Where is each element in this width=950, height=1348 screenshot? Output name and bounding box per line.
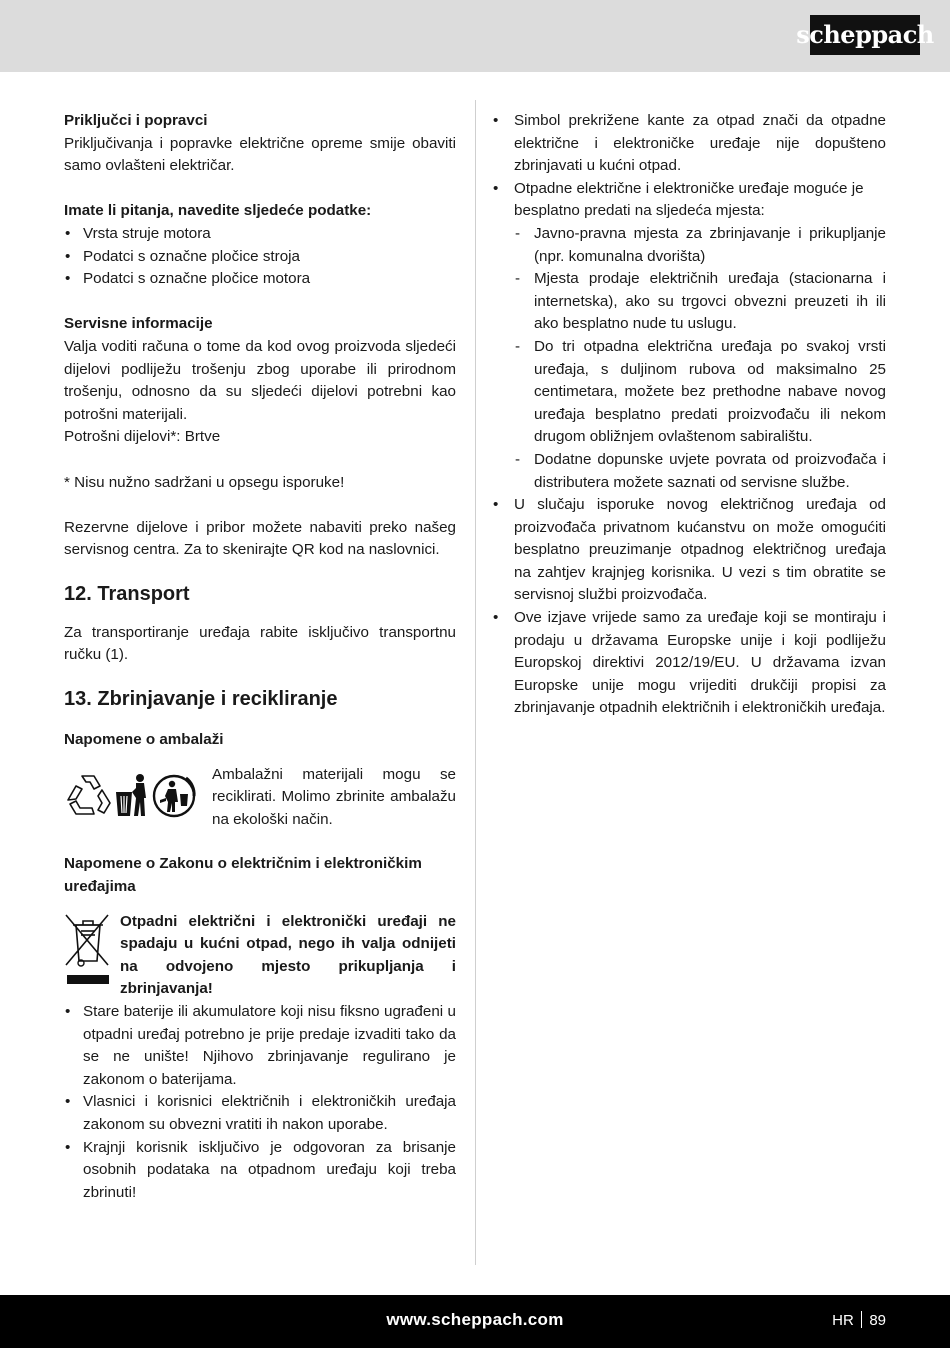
connections-title: Priključci i popravci <box>64 112 208 129</box>
service-title: Servisne informacije <box>64 315 213 333</box>
recycle-icon <box>64 772 114 818</box>
questions-title: Imate li pitanja, navedite sljedeće podatke: <box>64 202 372 220</box>
footnote: * Nisu nužno sadržani u opsegu isporuke! <box>64 473 345 491</box>
weee-list <box>64 1001 456 1204</box>
list-item: • Vrsta struje motora <box>64 223 456 246</box>
list-item: • Podatci s označne pločice motora <box>64 268 456 291</box>
column-divider <box>475 100 476 1265</box>
packaging-text: Ambalažni materijali mogu se reciklirati. Molimo zbrinite ambalažu na ekološki način. <box>212 765 456 828</box>
return-points-list <box>514 223 886 494</box>
brand-logo <box>796 15 934 55</box>
dash-item: - Mjesta prodaje električnih uređaja (stacionarna i internetska), ako su trgovci obvezni preuzeti ih ili ako besplatno nude tu uslugu. <box>514 268 886 336</box>
separator <box>861 1311 863 1328</box>
service-text: Valja voditi računa o tome da kod ovog proizvoda sljedeći dijelovi podliježu trošenju zbog uporabe ili prirodnom trošenju, odnosno da su sljedeći dijelovi potrebni kao potrošni materijali. <box>64 337 456 423</box>
spare-parts-text: Rezervne dijelove i pribor možete nabaviti preko našeg servisnog centra. Za to skenirajte QR kod na naslovnici. <box>64 518 456 559</box>
disposal-list <box>492 110 886 720</box>
weee-symbol <box>64 911 120 995</box>
litter-bin-icon <box>114 772 150 818</box>
left-column <box>64 110 456 1204</box>
list-item: • Stare baterije ili akumulatore koji nisu fiksno ugrađeni u otpadni uređaj potrebno je prije predaje izvaditi tako da se ne unište! Njihovo zbrinjavanje regulirano je zakonom o baterijama. <box>64 1001 456 1091</box>
dash-item: - Dodatne dopunske uvjete povrata od proizvođača i distributera možete saznati od servisne službe. <box>514 449 886 494</box>
disposal-heading: 13. Zbrinjavanje i recikliranje <box>64 688 338 711</box>
transport-text: Za transportiranje uređaja rabite isključivo transportnu ručku (1). <box>64 623 456 664</box>
right-column <box>492 110 886 720</box>
footer-url[interactable]: www.scheppach.com <box>386 1310 564 1329</box>
page-indicator <box>832 1310 886 1333</box>
weee-title: Napomene o Zakonu o električnim i elektroničkim uređajima <box>64 855 422 896</box>
list-item: • Vlasnici i korisnici električnih i elektroničkih uređaja zakonom su obvezni vratiti ih nakon uporabe. <box>64 1091 456 1136</box>
dash-item: - Javno-pravna mjesta za zbrinjavanje i prikupljanje (npr. komunalna dvorišta) <box>514 223 886 268</box>
wear-parts: Potrošni dijelovi*: Brtve <box>64 428 221 446</box>
weee-row <box>64 911 456 1001</box>
questions-list <box>64 223 456 291</box>
list-item: • Simbol prekrižene kante za otpad znači da otpadne električne i elektroničke uređaje nije dopušteno zbrinjavati u kućni otpad. <box>492 110 886 178</box>
page-number: 89 <box>869 1312 886 1329</box>
list-item: • Podatci s označne pločice stroja <box>64 246 456 269</box>
packaging-icons <box>64 764 212 818</box>
packaging-row <box>64 764 456 832</box>
list-item: • Krajnji korisnik isključivo je odgovoran za brisanje osobnih podataka na otpadnom uređaju koji treba zbrinuti! <box>64 1137 456 1205</box>
crossed-bin-icon <box>64 911 112 987</box>
connections-text: Priključivanja i popravke električne opreme smije obaviti samo ovlašteni električar. <box>64 134 456 175</box>
brand-logo-text: scheppach <box>796 19 934 49</box>
packaging-title: Napomene o ambalaži <box>64 731 224 749</box>
weee-bold-text: Otpadni električni i elektronički uređaji ne spadaju u kućni otpad, nego ih valja odnijeti na odvojeno mjesto prikupljanja i zbrinjavanja! <box>120 912 456 998</box>
list-item-text: Otpadne električne i elektroničke uređaje moguće je besplatno predati na sljedeća mjesta: <box>514 179 864 220</box>
language-code: HR <box>832 1312 854 1329</box>
footer <box>0 1295 950 1348</box>
list-item: • U slučaju isporuke novog električnog uređaja od proizvođača privatnom kućanstvu on može omogućiti besplatno preuzimanje otpadnog električnog uređaja na zahtjev krajnjeg korisnika. U vezi s tim obratite se servisnoj službi proizvođača. <box>492 494 886 607</box>
list-item: • Ove izjave vrijede samo za uređaje koji se montiraju i prodaju u državama Europske unije i koji podliježu Europskoj direktivi 2012/19/EU. U državama izvan Europske unije mogu vrijediti drukčiji propisi za zbrinjavanje otpadnih električnih i elektroničkih uređaja. <box>492 607 886 720</box>
dash-item: - Do tri otpadna električna uređaja po svakoj vrsti uređaja, s duljinom rubova od maksimalno 25 centimetara, možete bez prethodne nabave novog uređaja besplatno predati proizvođaču ili nekom drugom obližnjem ovlaštenom sabiralištu. <box>514 336 886 449</box>
tidy-man-icon <box>150 772 200 818</box>
list-item <box>492 178 886 494</box>
transport-heading: 12. Transport <box>64 582 190 605</box>
